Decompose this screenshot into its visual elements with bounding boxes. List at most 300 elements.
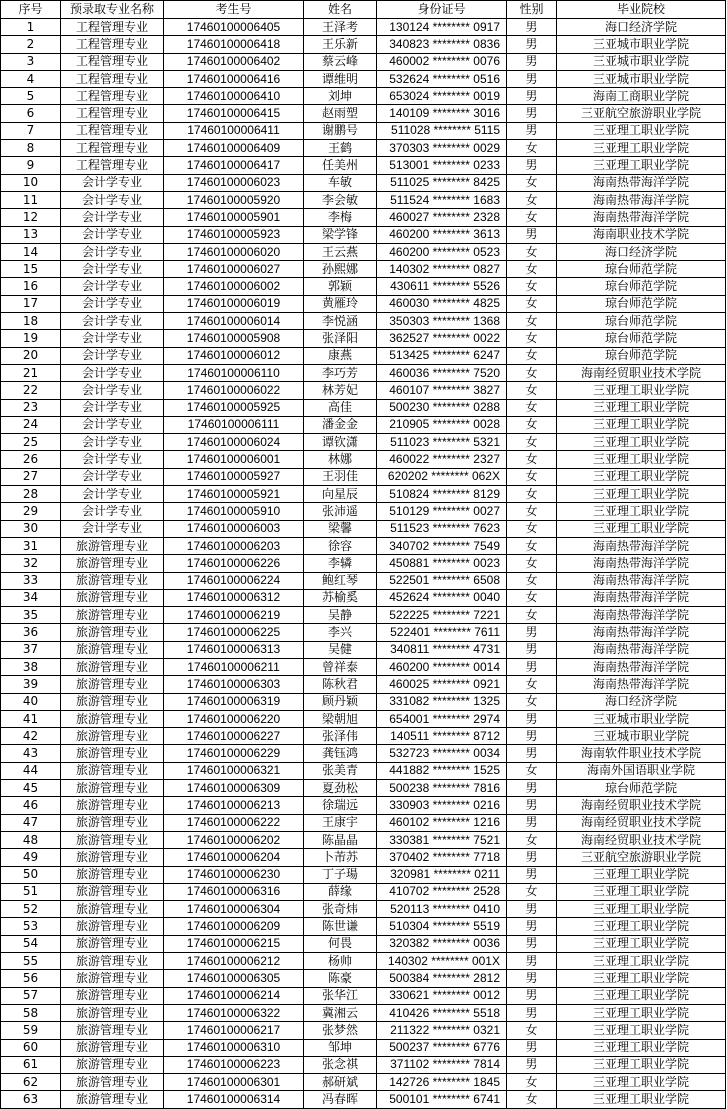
cell-exam-number: 17460100005925 bbox=[164, 399, 304, 416]
cell-major: 工程管理专业 bbox=[61, 36, 164, 53]
cell-name: 蔡云峰 bbox=[304, 53, 377, 70]
cell-school: 三亚理工职业学院 bbox=[557, 987, 726, 1004]
cell-gender: 女 bbox=[507, 589, 557, 606]
table-row bbox=[1, 745, 726, 762]
cell-gender: 男 bbox=[507, 105, 557, 122]
cell-exam-number: 17460100006312 bbox=[164, 589, 304, 606]
cell-index: 34 bbox=[1, 589, 61, 606]
cell-school: 三亚理工职业学院 bbox=[557, 122, 726, 139]
cell-gender: 女 bbox=[507, 330, 557, 347]
cell-gender: 男 bbox=[507, 122, 557, 139]
cell-id-number: 532624 ******** 0516 bbox=[377, 70, 507, 87]
cell-gender: 女 bbox=[507, 520, 557, 537]
cell-exam-number: 17460100006215 bbox=[164, 935, 304, 952]
cell-index: 43 bbox=[1, 745, 61, 762]
cell-name: 林芳妃 bbox=[304, 382, 377, 399]
cell-school: 三亚城市职业学院 bbox=[557, 70, 726, 87]
table-row bbox=[1, 1039, 726, 1056]
cell-gender: 男 bbox=[507, 745, 557, 762]
table-row bbox=[1, 105, 726, 122]
cell-id-number: 340823 ******** 0836 bbox=[377, 36, 507, 53]
cell-school: 三亚理工职业学院 bbox=[557, 866, 726, 883]
cell-name: 顾丹颖 bbox=[304, 693, 377, 710]
cell-exam-number: 17460100006321 bbox=[164, 762, 304, 779]
cell-index: 61 bbox=[1, 1056, 61, 1073]
cell-exam-number: 17460100005910 bbox=[164, 503, 304, 520]
cell-gender: 女 bbox=[507, 364, 557, 381]
cell-major: 会计学专业 bbox=[61, 364, 164, 381]
cell-index: 3 bbox=[1, 53, 61, 70]
cell-index: 13 bbox=[1, 226, 61, 243]
cell-id-number: 522401 ******** 7611 bbox=[377, 624, 507, 641]
cell-gender: 女 bbox=[507, 468, 557, 485]
cell-exam-number: 17460100006003 bbox=[164, 520, 304, 537]
header-exam-number: 考生号 bbox=[164, 1, 304, 19]
cell-index: 33 bbox=[1, 572, 61, 589]
cell-gender: 男 bbox=[507, 226, 557, 243]
table-row bbox=[1, 434, 726, 451]
table-row bbox=[1, 728, 726, 745]
cell-school: 海南软件职业技术学院 bbox=[557, 745, 726, 762]
cell-id-number: 460107 ******** 3827 bbox=[377, 382, 507, 399]
cell-id-number: 460027 ******** 2328 bbox=[377, 209, 507, 226]
cell-gender: 女 bbox=[507, 607, 557, 624]
table-row bbox=[1, 1004, 726, 1021]
cell-gender: 女 bbox=[507, 762, 557, 779]
cell-name: 孙熙娜 bbox=[304, 261, 377, 278]
header-gender: 性别 bbox=[507, 1, 557, 19]
cell-gender: 女 bbox=[507, 399, 557, 416]
cell-school: 海口经济学院 bbox=[557, 693, 726, 710]
cell-major: 会计学专业 bbox=[61, 486, 164, 503]
cell-id-number: 130124 ******** 0917 bbox=[377, 19, 507, 36]
table-row bbox=[1, 382, 726, 399]
cell-gender: 女 bbox=[507, 416, 557, 433]
cell-name: 陈秋君 bbox=[304, 676, 377, 693]
cell-index: 8 bbox=[1, 140, 61, 157]
cell-major: 旅游管理专业 bbox=[61, 814, 164, 831]
cell-major: 旅游管理专业 bbox=[61, 624, 164, 641]
table-row bbox=[1, 537, 726, 554]
cell-name: 陈晶晶 bbox=[304, 831, 377, 848]
cell-name: 王泽考 bbox=[304, 19, 377, 36]
table-row bbox=[1, 416, 726, 433]
cell-school: 海南热带海洋学院 bbox=[557, 174, 726, 191]
cell-school: 三亚理工职业学院 bbox=[557, 953, 726, 970]
cell-index: 6 bbox=[1, 105, 61, 122]
cell-name: 张华江 bbox=[304, 987, 377, 1004]
cell-gender: 男 bbox=[507, 953, 557, 970]
cell-id-number: 340811 ******** 4731 bbox=[377, 641, 507, 658]
cell-gender: 男 bbox=[507, 53, 557, 70]
cell-gender: 男 bbox=[507, 157, 557, 174]
cell-exam-number: 17460100006220 bbox=[164, 710, 304, 727]
cell-index: 10 bbox=[1, 174, 61, 191]
table-row bbox=[1, 330, 726, 347]
cell-exam-number: 17460100006212 bbox=[164, 953, 304, 970]
cell-index: 24 bbox=[1, 416, 61, 433]
cell-name: 陈豪 bbox=[304, 970, 377, 987]
table-row bbox=[1, 1074, 726, 1091]
cell-index: 9 bbox=[1, 157, 61, 174]
cell-gender: 男 bbox=[507, 1004, 557, 1021]
cell-school: 三亚城市职业学院 bbox=[557, 710, 726, 727]
cell-exam-number: 17460100006014 bbox=[164, 313, 304, 330]
cell-school: 琼台师范学院 bbox=[557, 278, 726, 295]
cell-id-number: 460102 ******** 1216 bbox=[377, 814, 507, 831]
cell-exam-number: 17460100006411 bbox=[164, 122, 304, 139]
cell-exam-number: 17460100006313 bbox=[164, 641, 304, 658]
cell-index: 15 bbox=[1, 261, 61, 278]
table-row bbox=[1, 140, 726, 157]
cell-school: 琼台师范学院 bbox=[557, 780, 726, 797]
cell-school: 海南经贸职业技术学院 bbox=[557, 797, 726, 814]
cell-id-number: 430611 ******** 5526 bbox=[377, 278, 507, 295]
cell-major: 旅游管理专业 bbox=[61, 537, 164, 554]
cell-school: 海口经济学院 bbox=[557, 243, 726, 260]
cell-exam-number: 17460100006020 bbox=[164, 243, 304, 260]
table-row bbox=[1, 918, 726, 935]
table-row bbox=[1, 468, 726, 485]
cell-exam-number: 17460100006402 bbox=[164, 53, 304, 70]
cell-gender: 男 bbox=[507, 658, 557, 675]
cell-name: 陈世谦 bbox=[304, 918, 377, 935]
cell-major: 会计学专业 bbox=[61, 243, 164, 260]
cell-gender: 女 bbox=[507, 1022, 557, 1039]
cell-school: 三亚理工职业学院 bbox=[557, 1039, 726, 1056]
table-row bbox=[1, 399, 726, 416]
cell-index: 7 bbox=[1, 122, 61, 139]
cell-index: 2 bbox=[1, 36, 61, 53]
table-row bbox=[1, 36, 726, 53]
cell-id-number: 441882 ******** 1525 bbox=[377, 762, 507, 779]
cell-major: 会计学专业 bbox=[61, 399, 164, 416]
cell-id-number: 140109 ******** 3016 bbox=[377, 105, 507, 122]
cell-name: 向星辰 bbox=[304, 486, 377, 503]
cell-exam-number: 17460100005927 bbox=[164, 468, 304, 485]
cell-name: 赵雨塑 bbox=[304, 105, 377, 122]
cell-gender: 男 bbox=[507, 849, 557, 866]
cell-index: 35 bbox=[1, 607, 61, 624]
cell-major: 旅游管理专业 bbox=[61, 641, 164, 658]
cell-index: 14 bbox=[1, 243, 61, 260]
cell-gender: 女 bbox=[507, 243, 557, 260]
table-row bbox=[1, 1022, 726, 1039]
cell-gender: 女 bbox=[507, 140, 557, 157]
cell-exam-number: 17460100006316 bbox=[164, 883, 304, 900]
table-row bbox=[1, 347, 726, 364]
cell-name: 李梅 bbox=[304, 209, 377, 226]
cell-name: 薛缘 bbox=[304, 883, 377, 900]
cell-name: 李辚 bbox=[304, 555, 377, 572]
cell-school: 海南热带海洋学院 bbox=[557, 191, 726, 208]
cell-major: 会计学专业 bbox=[61, 451, 164, 468]
cell-school: 三亚理工职业学院 bbox=[557, 935, 726, 952]
cell-school: 海南职业技术学院 bbox=[557, 226, 726, 243]
cell-exam-number: 17460100006022 bbox=[164, 382, 304, 399]
cell-school: 海南热带海洋学院 bbox=[557, 537, 726, 554]
cell-name: 刘坤 bbox=[304, 88, 377, 105]
cell-index: 36 bbox=[1, 624, 61, 641]
cell-exam-number: 17460100006019 bbox=[164, 295, 304, 312]
table-row bbox=[1, 641, 726, 658]
cell-gender: 女 bbox=[507, 191, 557, 208]
cell-school: 三亚理工职业学院 bbox=[557, 883, 726, 900]
table-row bbox=[1, 572, 726, 589]
cell-id-number: 500384 ******** 2812 bbox=[377, 970, 507, 987]
cell-exam-number: 17460100006012 bbox=[164, 347, 304, 364]
table-row bbox=[1, 451, 726, 468]
cell-major: 会计学专业 bbox=[61, 330, 164, 347]
table-row bbox=[1, 174, 726, 191]
cell-exam-number: 17460100005901 bbox=[164, 209, 304, 226]
cell-gender: 男 bbox=[507, 728, 557, 745]
cell-index: 11 bbox=[1, 191, 61, 208]
cell-gender: 女 bbox=[507, 261, 557, 278]
table-row bbox=[1, 624, 726, 641]
cell-name: 李会敏 bbox=[304, 191, 377, 208]
cell-major: 旅游管理专业 bbox=[61, 1056, 164, 1073]
cell-index: 16 bbox=[1, 278, 61, 295]
cell-major: 旅游管理专业 bbox=[61, 572, 164, 589]
cell-school: 海南热带海洋学院 bbox=[557, 209, 726, 226]
cell-major: 旅游管理专业 bbox=[61, 831, 164, 848]
cell-name: 王羽佳 bbox=[304, 468, 377, 485]
cell-exam-number: 17460100006023 bbox=[164, 174, 304, 191]
cell-id-number: 460025 ******** 0921 bbox=[377, 676, 507, 693]
cell-gender: 男 bbox=[507, 19, 557, 36]
cell-name: 吴健 bbox=[304, 641, 377, 658]
cell-exam-number: 17460100006309 bbox=[164, 780, 304, 797]
cell-major: 工程管理专业 bbox=[61, 140, 164, 157]
cell-name: 丁子瑒 bbox=[304, 866, 377, 883]
cell-major: 会计学专业 bbox=[61, 468, 164, 485]
cell-id-number: 210905 ******** 0028 bbox=[377, 416, 507, 433]
cell-index: 30 bbox=[1, 520, 61, 537]
cell-major: 会计学专业 bbox=[61, 278, 164, 295]
cell-name: 梁学锋 bbox=[304, 226, 377, 243]
cell-exam-number: 17460100006415 bbox=[164, 105, 304, 122]
cell-major: 工程管理专业 bbox=[61, 88, 164, 105]
cell-major: 旅游管理专业 bbox=[61, 693, 164, 710]
cell-major: 旅游管理专业 bbox=[61, 901, 164, 918]
cell-school: 三亚理工职业学院 bbox=[557, 1022, 726, 1039]
cell-name: 车敏 bbox=[304, 174, 377, 191]
cell-major: 旅游管理专业 bbox=[61, 780, 164, 797]
cell-gender: 男 bbox=[507, 1039, 557, 1056]
cell-exam-number: 17460100006319 bbox=[164, 693, 304, 710]
cell-id-number: 511023 ******** 5321 bbox=[377, 434, 507, 451]
cell-major: 旅游管理专业 bbox=[61, 762, 164, 779]
cell-school: 三亚城市职业学院 bbox=[557, 728, 726, 745]
cell-id-number: 362527 ******** 0022 bbox=[377, 330, 507, 347]
cell-exam-number: 17460100006024 bbox=[164, 434, 304, 451]
table-row bbox=[1, 658, 726, 675]
table-body bbox=[1, 19, 726, 1109]
cell-index: 38 bbox=[1, 658, 61, 675]
cell-gender: 女 bbox=[507, 693, 557, 710]
cell-exam-number: 17460100006211 bbox=[164, 658, 304, 675]
cell-gender: 男 bbox=[507, 88, 557, 105]
cell-index: 51 bbox=[1, 883, 61, 900]
cell-major: 旅游管理专业 bbox=[61, 1074, 164, 1091]
table-row bbox=[1, 901, 726, 918]
cell-name: 郝研斌 bbox=[304, 1074, 377, 1091]
table-row bbox=[1, 780, 726, 797]
cell-name: 王云燕 bbox=[304, 243, 377, 260]
cell-major: 旅游管理专业 bbox=[61, 987, 164, 1004]
cell-major: 旅游管理专业 bbox=[61, 1091, 164, 1108]
cell-school: 三亚理工职业学院 bbox=[557, 486, 726, 503]
cell-index: 18 bbox=[1, 313, 61, 330]
cell-exam-number: 17460100005923 bbox=[164, 226, 304, 243]
cell-index: 55 bbox=[1, 953, 61, 970]
cell-gender: 女 bbox=[507, 434, 557, 451]
cell-gender: 男 bbox=[507, 1056, 557, 1073]
cell-index: 27 bbox=[1, 468, 61, 485]
header-school: 毕业院校 bbox=[557, 1, 726, 19]
cell-school: 海南热带海洋学院 bbox=[557, 624, 726, 641]
cell-name: 张美青 bbox=[304, 762, 377, 779]
cell-id-number: 140302 ******** 0827 bbox=[377, 261, 507, 278]
cell-school: 琼台师范学院 bbox=[557, 313, 726, 330]
cell-id-number: 211322 ******** 0321 bbox=[377, 1022, 507, 1039]
table-row bbox=[1, 831, 726, 848]
cell-major: 旅游管理专业 bbox=[61, 589, 164, 606]
cell-name: 张梦然 bbox=[304, 1022, 377, 1039]
cell-exam-number: 17460100006227 bbox=[164, 728, 304, 745]
cell-major: 旅游管理专业 bbox=[61, 935, 164, 952]
cell-school: 海南热带海洋学院 bbox=[557, 676, 726, 693]
cell-exam-number: 17460100006209 bbox=[164, 918, 304, 935]
cell-index: 40 bbox=[1, 693, 61, 710]
table-row bbox=[1, 987, 726, 1004]
cell-gender: 男 bbox=[507, 866, 557, 883]
cell-name: 张念祺 bbox=[304, 1056, 377, 1073]
cell-id-number: 330621 ******** 0012 bbox=[377, 987, 507, 1004]
cell-gender: 女 bbox=[507, 486, 557, 503]
cell-name: 李悦涵 bbox=[304, 313, 377, 330]
cell-index: 54 bbox=[1, 935, 61, 952]
cell-name: 王鹤 bbox=[304, 140, 377, 157]
cell-index: 56 bbox=[1, 970, 61, 987]
cell-name: 张泽阳 bbox=[304, 330, 377, 347]
cell-index: 60 bbox=[1, 1039, 61, 1056]
cell-id-number: 320382 ******** 0036 bbox=[377, 935, 507, 952]
cell-gender: 男 bbox=[507, 36, 557, 53]
cell-id-number: 460036 ******** 7520 bbox=[377, 364, 507, 381]
cell-school: 三亚理工职业学院 bbox=[557, 468, 726, 485]
cell-exam-number: 17460100006303 bbox=[164, 676, 304, 693]
cell-major: 旅游管理专业 bbox=[61, 676, 164, 693]
cell-exam-number: 17460100006416 bbox=[164, 70, 304, 87]
cell-exam-number: 17460100006219 bbox=[164, 607, 304, 624]
cell-gender: 男 bbox=[507, 918, 557, 935]
cell-index: 12 bbox=[1, 209, 61, 226]
cell-index: 59 bbox=[1, 1022, 61, 1039]
cell-id-number: 320981 ******** 0211 bbox=[377, 866, 507, 883]
cell-school: 三亚理工职业学院 bbox=[557, 1074, 726, 1091]
cell-major: 会计学专业 bbox=[61, 261, 164, 278]
table-row bbox=[1, 19, 726, 36]
cell-exam-number: 17460100006110 bbox=[164, 364, 304, 381]
cell-gender: 女 bbox=[507, 347, 557, 364]
cell-exam-number: 17460100006417 bbox=[164, 157, 304, 174]
cell-gender: 女 bbox=[507, 295, 557, 312]
table-row bbox=[1, 191, 726, 208]
cell-major: 会计学专业 bbox=[61, 503, 164, 520]
cell-exam-number: 17460100006222 bbox=[164, 814, 304, 831]
cell-id-number: 510129 ******** 0027 bbox=[377, 503, 507, 520]
cell-name: 苏榆奚 bbox=[304, 589, 377, 606]
cell-gender: 女 bbox=[507, 278, 557, 295]
cell-index: 47 bbox=[1, 814, 61, 831]
cell-index: 25 bbox=[1, 434, 61, 451]
cell-school: 海南经贸职业技术学院 bbox=[557, 364, 726, 381]
cell-exam-number: 17460100006410 bbox=[164, 88, 304, 105]
cell-school: 海南经贸职业技术学院 bbox=[557, 831, 726, 848]
cell-major: 旅游管理专业 bbox=[61, 953, 164, 970]
cell-school: 海南热带海洋学院 bbox=[557, 589, 726, 606]
cell-id-number: 340702 ******** 7549 bbox=[377, 537, 507, 554]
cell-name: 卜芾苏 bbox=[304, 849, 377, 866]
cell-exam-number: 17460100006310 bbox=[164, 1039, 304, 1056]
cell-name: 冯春晖 bbox=[304, 1091, 377, 1108]
cell-school: 海南工商职业学院 bbox=[557, 88, 726, 105]
cell-name: 黄雁玲 bbox=[304, 295, 377, 312]
cell-major: 会计学专业 bbox=[61, 382, 164, 399]
cell-gender: 男 bbox=[507, 935, 557, 952]
cell-index: 50 bbox=[1, 866, 61, 883]
table-row bbox=[1, 88, 726, 105]
header-id-number: 身份证号 bbox=[377, 1, 507, 19]
cell-index: 5 bbox=[1, 88, 61, 105]
cell-id-number: 522225 ******** 7221 bbox=[377, 607, 507, 624]
cell-index: 32 bbox=[1, 555, 61, 572]
cell-exam-number: 17460100006225 bbox=[164, 624, 304, 641]
cell-name: 王康宇 bbox=[304, 814, 377, 831]
cell-gender: 女 bbox=[507, 572, 557, 589]
cell-index: 31 bbox=[1, 537, 61, 554]
table-row bbox=[1, 122, 726, 139]
cell-index: 37 bbox=[1, 641, 61, 658]
cell-id-number: 500230 ******** 0288 bbox=[377, 399, 507, 416]
cell-index: 42 bbox=[1, 728, 61, 745]
cell-id-number: 513425 ******** 6247 bbox=[377, 347, 507, 364]
cell-index: 62 bbox=[1, 1074, 61, 1091]
cell-exam-number: 17460100006111 bbox=[164, 416, 304, 433]
cell-id-number: 511523 ******** 7623 bbox=[377, 520, 507, 537]
table-row bbox=[1, 70, 726, 87]
table-row bbox=[1, 814, 726, 831]
cell-exam-number: 17460100006229 bbox=[164, 745, 304, 762]
cell-id-number: 513001 ******** 0233 bbox=[377, 157, 507, 174]
cell-name: 梁朝旭 bbox=[304, 710, 377, 727]
cell-name: 徐瑞远 bbox=[304, 797, 377, 814]
cell-name: 康燕 bbox=[304, 347, 377, 364]
cell-name: 张泽伟 bbox=[304, 728, 377, 745]
cell-major: 旅游管理专业 bbox=[61, 866, 164, 883]
table-row bbox=[1, 710, 726, 727]
cell-index: 53 bbox=[1, 918, 61, 935]
table-row bbox=[1, 486, 726, 503]
cell-major: 旅游管理专业 bbox=[61, 849, 164, 866]
header-row bbox=[1, 1, 726, 19]
cell-school: 海南热带海洋学院 bbox=[557, 607, 726, 624]
cell-id-number: 500101 ******** 6741 bbox=[377, 1091, 507, 1108]
cell-school: 三亚理工职业学院 bbox=[557, 901, 726, 918]
header-major: 预录取专业名称 bbox=[61, 1, 164, 19]
